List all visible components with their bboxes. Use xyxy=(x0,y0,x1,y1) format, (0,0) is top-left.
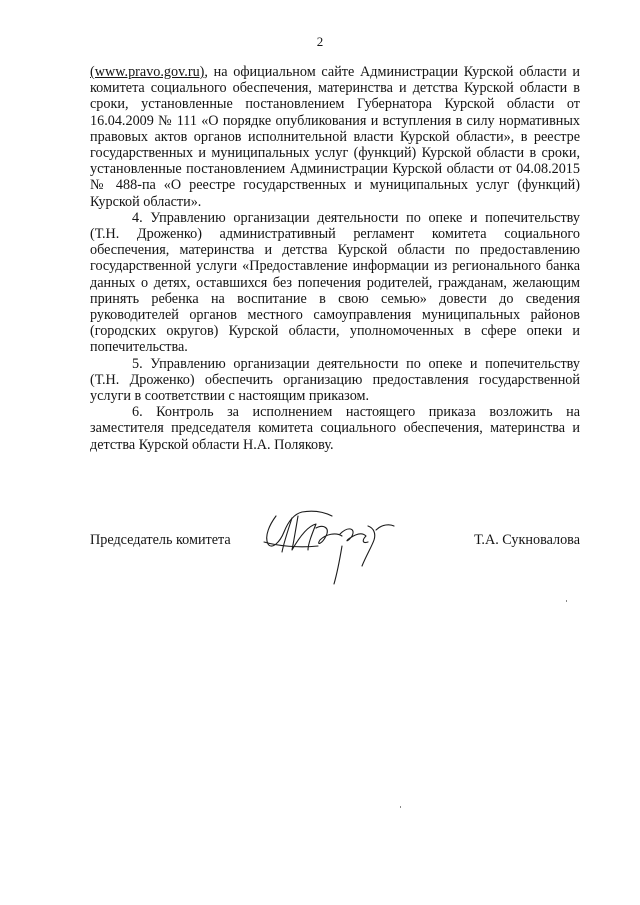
paragraph-item-4: 4. Управлению организации деятельности по опеке и попечительству (Т.Н. Дроженко) административный регламент комитета социального обеспечения, материнства и детства Курской области по предоставлению государственной услуги «Предоставление информации из регионального банка данных о детях, оставшихся без попечения родителей, гражданам, желающим принять ребенка на воспитание в свою семью» довести до сведения руководителей органов местного самоуправления муниципальных районов (городских округов) Курской области, уполномоченных в сфере опеки и попечительства. xyxy=(90,209,580,356)
scan-speck xyxy=(566,600,567,602)
paragraph-continuation xyxy=(90,64,580,210)
paragraph-item-5: 5. Управлению организации деятельности по опеке и попечительству (Т.Н. Дроженко) обеспечить организацию предоставления государственной услуги в соответствии с настоящим приказом. xyxy=(90,355,580,405)
signatory-position: Председатель комитета xyxy=(90,532,231,548)
signatory-name: Т.А. Сукновалова xyxy=(474,532,580,548)
scan-speck xyxy=(400,806,401,808)
page-number: 2 xyxy=(316,34,324,49)
document-body xyxy=(90,64,580,453)
paragraph-item-6: 6. Контроль за исполнением настоящего приказа возложить на заместителя председателя комитета социального обеспечения, материнства и детства Курской области Н.А. Полякову. xyxy=(90,404,580,453)
paragraph-continuation-text: , на официальном сайте Администрации Курской области и комитета социального обеспечения, материнства и детства Курской области в сроки, установленные постановлением Губернатора Курской области от 16.04.2009 № 111 «О порядке опубликования и вступления в силу нормативных правовых актов органов исполнительной власти Курской области», в реестре государственных и муниципальных услуг (функций) Курской области в сроки, установленные постановлением Администрации Курской области от 04.08.2015 № 488-па «О реестре государственных и муниципальных услуг (функций) Курской области». xyxy=(90,64,580,210)
pravo-link[interactable]: (www.pravo.gov.ru) xyxy=(90,64,205,80)
handwritten-signature xyxy=(258,506,418,590)
